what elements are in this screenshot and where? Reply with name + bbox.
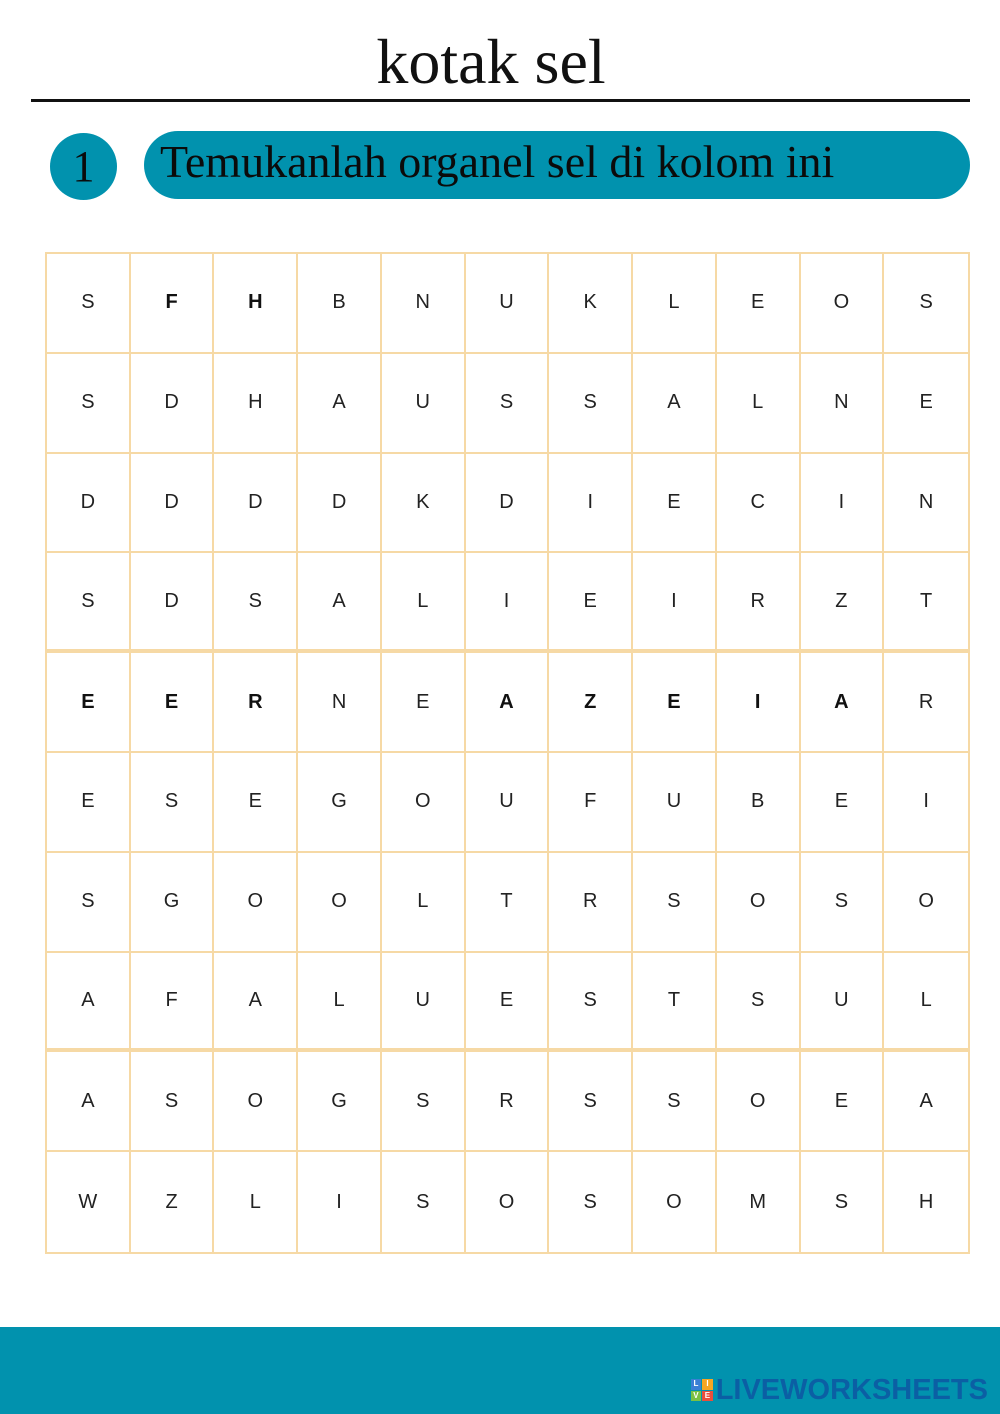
grid-cell[interactable]: O	[717, 1052, 801, 1152]
grid-cell[interactable]: A	[466, 653, 550, 753]
grid-cell[interactable]: A	[633, 354, 717, 454]
grid-cell[interactable]: G	[298, 753, 382, 853]
grid-cell[interactable]: I	[717, 653, 801, 753]
grid-cell[interactable]: S	[633, 1052, 717, 1152]
grid-cell[interactable]: R	[549, 853, 633, 953]
grid-cell[interactable]: Z	[801, 553, 885, 653]
grid-cell[interactable]: D	[298, 454, 382, 554]
grid-cell[interactable]: E	[549, 553, 633, 653]
grid-cell[interactable]: L	[884, 953, 968, 1053]
grid-cell[interactable]: O	[884, 853, 968, 953]
grid-cell[interactable]: T	[884, 553, 968, 653]
grid-cell[interactable]: S	[131, 753, 215, 853]
grid-cell[interactable]: E	[382, 653, 466, 753]
liveworksheets-brand[interactable]	[691, 1374, 988, 1406]
grid-cell[interactable]: H	[918, 1190, 934, 1213]
grid-cell[interactable]: D	[131, 354, 215, 454]
grid-cell[interactable]: N	[382, 254, 466, 354]
grid-cell[interactable]: O	[466, 1152, 550, 1252]
grid-cell[interactable]: L	[717, 354, 801, 454]
grid-cell[interactable]: Z	[549, 653, 633, 753]
grid-cell[interactable]: A	[214, 953, 298, 1053]
grid-cell[interactable]: I	[466, 553, 550, 653]
grid-cell[interactable]: U	[382, 354, 466, 454]
logo-letter-tile: V	[691, 1391, 702, 1402]
grid-cell[interactable]: G	[298, 1052, 382, 1152]
grid-cell[interactable]: I	[884, 753, 968, 853]
grid-cell[interactable]: S	[549, 354, 633, 454]
grid-cell[interactable]: T	[466, 853, 550, 953]
grid-cell[interactable]: A	[298, 553, 382, 653]
grid-cell[interactable]: S	[47, 354, 131, 454]
grid-cell[interactable]: E	[633, 454, 717, 554]
logo-letter-tile: L	[691, 1379, 702, 1390]
grid-cell[interactable]: R	[717, 553, 801, 653]
grid-cell[interactable]: K	[382, 454, 466, 554]
grid-cell[interactable]: D	[131, 553, 215, 653]
instruction-banner	[144, 131, 970, 199]
grid-cell[interactable]: T	[633, 953, 717, 1053]
grid-cell[interactable]: U	[633, 753, 717, 853]
grid-cell[interactable]: C	[717, 454, 801, 554]
grid-cell[interactable]: E	[47, 753, 131, 853]
grid-cell[interactable]: S	[884, 254, 968, 354]
grid-cell[interactable]: E	[214, 753, 298, 853]
grid-cell[interactable]: E	[801, 1052, 885, 1152]
grid-cell[interactable]: A	[884, 1052, 968, 1152]
grid-cell[interactable]: S	[717, 953, 801, 1053]
grid-cell[interactable]: E	[47, 653, 131, 753]
grid-cell[interactable]: L	[214, 1152, 298, 1252]
grid-cell[interactable]: S	[214, 553, 298, 653]
grid-cell[interactable]: S	[47, 254, 131, 354]
grid-cell[interactable]: B	[298, 254, 382, 354]
grid-cell[interactable]: B	[717, 753, 801, 853]
grid-cell[interactable]: D	[466, 454, 550, 554]
grid-cell[interactable]: R	[466, 1052, 550, 1152]
grid-cell[interactable]: I	[633, 553, 717, 653]
grid-cell[interactable]: L	[382, 853, 466, 953]
grid-cell[interactable]: E	[131, 653, 215, 753]
grid-cell[interactable]: S	[549, 953, 633, 1053]
grid-cell[interactable]: F	[131, 254, 215, 354]
grid-cell[interactable]: U	[801, 953, 885, 1053]
grid-cell[interactable]: R	[884, 653, 968, 753]
grid-cell[interactable]: E	[717, 254, 801, 354]
grid-cell[interactable]: U	[466, 254, 550, 354]
grid-cell[interactable]: O	[298, 853, 382, 953]
grid-cell[interactable]: R	[214, 653, 298, 753]
grid-cell[interactable]: O	[214, 1052, 298, 1152]
grid-cell[interactable]: U	[466, 753, 550, 853]
grid-cell[interactable]: I	[298, 1152, 382, 1252]
grid-cell[interactable]: H	[214, 354, 298, 454]
title-divider	[31, 99, 970, 102]
grid-cell[interactable]: S	[47, 853, 131, 953]
grid-cell[interactable]: O	[633, 1152, 717, 1252]
logo-letter-tile: I	[702, 1379, 713, 1390]
grid-cell[interactable]: O	[801, 254, 885, 354]
grid-cell[interactable]: S	[549, 1052, 633, 1152]
grid-cell[interactable]: S	[466, 354, 550, 454]
grid-cell[interactable]: N	[298, 653, 382, 753]
grid-cell[interactable]: L	[298, 953, 382, 1053]
grid-cell[interactable]: S	[801, 853, 885, 953]
grid-cell[interactable]: E	[884, 354, 968, 454]
liveworksheets-logo-icon	[691, 1379, 713, 1401]
grid-cell[interactable]: G	[131, 853, 215, 953]
grid-cell[interactable]: E	[466, 953, 550, 1053]
grid-cell[interactable]: W	[47, 1152, 131, 1252]
grid-cell[interactable]: O	[717, 853, 801, 953]
grid-cell[interactable]: D	[214, 454, 298, 554]
grid-cell[interactable]: O	[382, 753, 466, 853]
grid-cell[interactable]: N	[884, 454, 968, 554]
grid-cell[interactable]: L	[382, 553, 466, 653]
grid-cell[interactable]: A	[47, 953, 131, 1053]
grid-cell[interactable]: A	[801, 653, 885, 753]
grid-cell[interactable]: O	[214, 853, 298, 953]
grid-cell[interactable]: I	[549, 454, 633, 554]
brand-name: LIVEWORKSHEETS	[715, 1373, 988, 1406]
grid-cell[interactable]: K	[549, 254, 633, 354]
grid-cell[interactable]: F	[131, 953, 215, 1053]
grid-cell[interactable]: S	[131, 1052, 215, 1152]
instruction-text: Temukanlah organel sel di kolom ini	[160, 136, 835, 187]
grid-cell[interactable]: E	[633, 653, 717, 753]
word-search-grid[interactable]	[45, 252, 970, 1254]
grid-cell[interactable]: S	[549, 1152, 633, 1252]
grid-cell[interactable]: N	[801, 354, 885, 454]
grid-cell[interactable]: S	[47, 553, 131, 653]
grid-cell[interactable]: M	[717, 1152, 801, 1252]
grid-cell[interactable]: A	[47, 1052, 131, 1152]
grid-cell[interactable]: S	[382, 1152, 466, 1252]
grid-cell[interactable]: S	[382, 1052, 466, 1152]
grid-cell[interactable]: I	[801, 454, 885, 554]
task-number-badge: 1	[50, 133, 117, 200]
grid-cell[interactable]: E	[801, 753, 885, 853]
grid-cell[interactable]: D	[131, 454, 215, 554]
grid-cell[interactable]: H	[214, 254, 298, 354]
grid-cell[interactable]: Z	[131, 1152, 215, 1252]
logo-letter-tile: E	[702, 1391, 713, 1402]
grid-cell[interactable]: F	[549, 753, 633, 853]
grid-cell[interactable]: S	[633, 853, 717, 953]
grid-cell[interactable]: U	[382, 953, 466, 1053]
grid-cell[interactable]: D	[47, 454, 131, 554]
grid-cell[interactable]: S	[801, 1152, 885, 1252]
page-title: kotak sel	[376, 26, 606, 97]
grid-cell[interactable]: A	[298, 354, 382, 454]
grid-cell[interactable]: L	[633, 254, 717, 354]
